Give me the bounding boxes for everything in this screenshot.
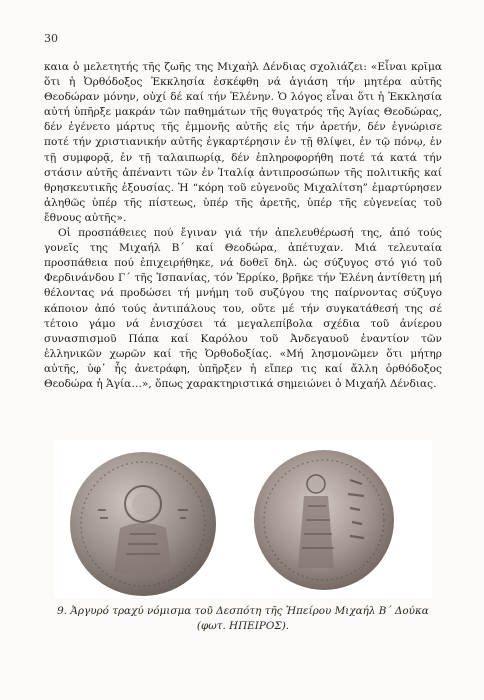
- paragraph-2: Οἱ προσπάθειες πού ἔγιναν γιά τήν ἀπελευθέρωσή της, ἀπό τούς γονεῖς της Μιχαήλ Β΄ καί Θεοδώρα, ἀπέτυχαν. Μιά τελευταία προσπάθεια πού ἐπιχειρήθηκε, νά δοθεῖ δηλ. ὡς σύζυγος στό γιό τοῦ Φερδινάνδου Γ΄ τῆς Ἰσπανίας, τόν Ἐρρίκο, βρῆκε τήν Ἑλένη ἀντίθετη μή θέλοντας νά προδώσει τή μνήμη τοῦ συζύγου της παίρνοντας σύζυγο κάποιον ἀπό τούς ἀντιπάλους του, οὔτε μέ τήν συγκατάθεσή της σέ τέτοιο γάμο νά ἐνισχύσει τά μεγαλεπίβολα σχέδια τοῦ ἀνίερου συνασπισμοῦ Πάπα καί Καρόλου τοῦ Ἀνδεγαυοῦ ἐναντίον τῶν ἑλληνικῶν χωρῶν καί τῆς Ὀρθοδοξίας. «Μή λησμονῶμεν ὅτι μήτηρ αὐτῆς, ὑφ᾽ ἧς ἀνετράφη, ὑπῆρξεν ἡ εἴπερ τις καί ἄλλη ὀρθόδοξος Θεοδώρα ἡ Ἁγία…», ὅπως χαρακτηριστικά σημειώνει ὁ Μιχαήλ Δένδιας.: [44, 227, 442, 390]
- coin-obverse-image: [70, 452, 216, 596]
- coin-photograph: [54, 440, 432, 598]
- figure-caption: [44, 604, 442, 634]
- caption-line-2: (φωτ. ΗΠΕΙΡΟΣ).: [196, 620, 290, 632]
- page-number: 30: [44, 32, 58, 45]
- paragraph-1: καια ὁ μελετητής τῆς ζωῆς της Μιχαὴλ Δένδιας σχολιάζει: «Εἶναι κρῖμα ὅτι ἡ Ὀρθόδοξος Ἐκκλησία ἐσκέφθη νά ἁγιάση τήν μητέρα αὐτῆς Θεοδώραν μόνην, οὐχί δέ καί τήν Ἑλένην. Ὁ λόγος εἶναι ὅτι ἡ Ἐκκλησία αὐτή ὑπῆρξε μακράν τῶν παθημάτων τῆς θυγατρός τῆς Ἁγίας Θεοδώρας, δέν ἐγένετο μάρτυς τῆς ἐμμονῆς αὐτῆς εἰς τήν ἀρετήν, δέν ἐγνώρισε ποτέ τήν χριστιανικήν αὐτῆς ἐγκαρτέρησιν ἐν τῇ θλίψει, ἐν τῷ πόνῳ, ἐν τῇ συμφορᾷ, ἐν τῇ ταλαιπωρίᾳ, δέν ἐπληροφορήθη ποτέ τά κατά τήν στάσιν αὐτῆς ἀπέναντι τῶν ἐν Ἰταλίᾳ ἀντιπροσώπων τῆς πολιτικῆς καί θρησκευτικῆς ἐξουσίας. Ἡ “κόρη τοῦ εὐγενοῦς Μιχαλίτση” ἐμαρτύρησεν ἀληθῶς ὑπέρ τῆς πίστεως, ὑπέρ τῆς ἀρετῆς, ὑπέρ τῆς εὐγενείας τοῦ ἔθνους αὐτῆς».: [44, 61, 442, 224]
- coin-reverse-relief: [254, 450, 394, 590]
- coin-reverse-image: [254, 450, 394, 590]
- body-text: [44, 60, 442, 392]
- coin-obverse-relief: [70, 452, 216, 596]
- caption-line-1: 9. Ἀργυρό τραχύ νόμισμα τοῦ Δεσπότη τῆς Ἠπείρου Μιχαήλ Β΄ Δούκα: [57, 605, 429, 617]
